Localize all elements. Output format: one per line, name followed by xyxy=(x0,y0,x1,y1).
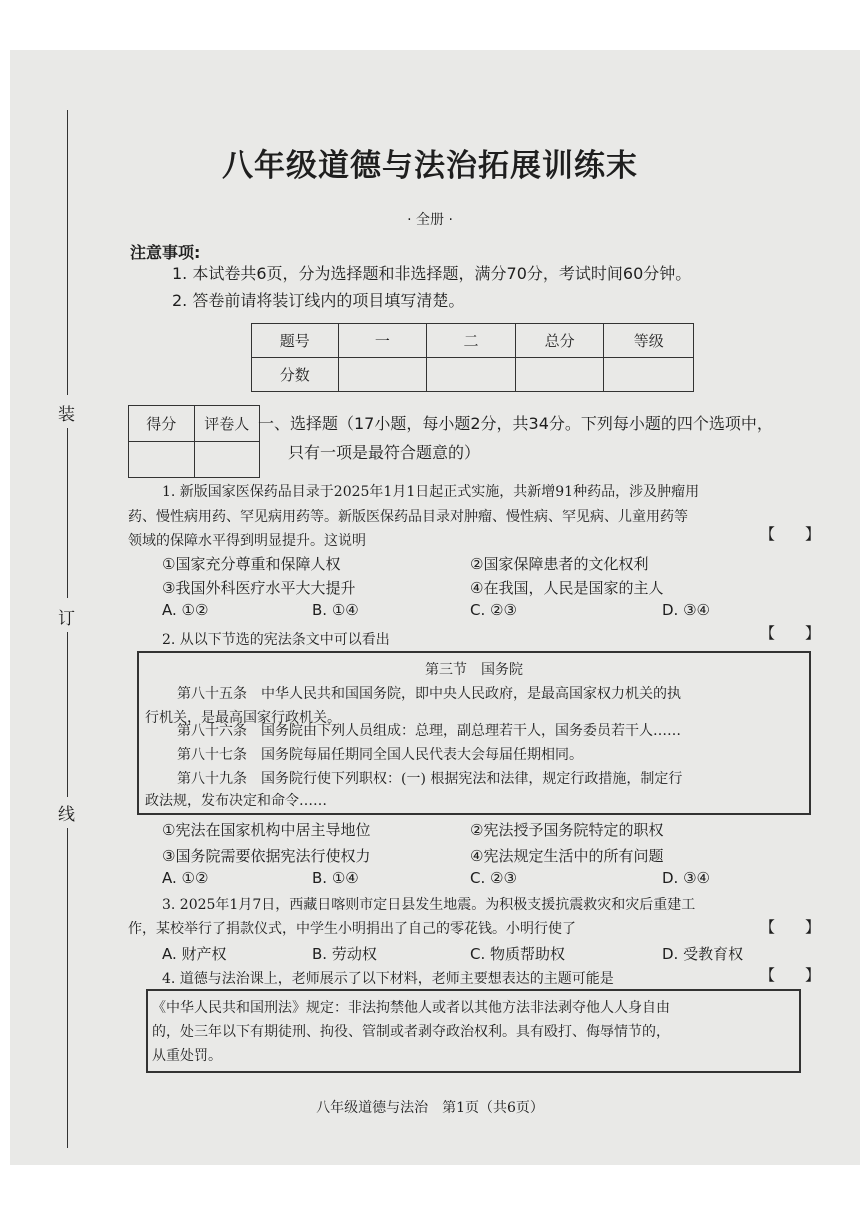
law-excerpt-line: 的，处三年以下有期徒刑、拘役、管制或者剥夺政治权利。具有殴打、侮辱情节的， xyxy=(152,1024,670,1040)
question-1-statement: ③我国外科医疗水平大大提升 xyxy=(162,579,356,597)
question-2-option-b: B. ①④ xyxy=(312,869,359,887)
answer-bracket: 【 】 xyxy=(760,966,821,984)
question-3-stem: 3. 2025年1月7日，西藏日喀则市定日县发生地震。为积极支援抗震救灾和灾后重建工 xyxy=(162,897,696,913)
law-excerpt-line: 《中华人民共和国刑法》规定：非法拘禁他人或者以其他方法非法剥夺他人人身自由 xyxy=(152,1000,670,1016)
question-1-option-d: D. ③④ xyxy=(662,601,710,619)
exam-title: 八年级道德与法治拓展训练末 xyxy=(222,148,638,184)
question-2-option-d: D. ③④ xyxy=(662,869,710,887)
excerpt-heading: 第三节 国务院 xyxy=(425,662,523,678)
question-1-statement: ④在我国，人民是国家的主人 xyxy=(470,579,664,597)
question-3-option-c: C. 物质帮助权 xyxy=(470,945,566,963)
excerpt-line: 第八十五条 中华人民共和国国务院，即中央人民政府，是最高国家权力机关的执 xyxy=(177,686,681,702)
score-cell xyxy=(427,358,516,392)
question-1-option-a: A. ①② xyxy=(162,601,209,619)
question-2-statement: ④宪法规定生活中的所有问题 xyxy=(470,847,664,865)
score-table xyxy=(251,323,694,392)
question-1-stem: 领域的保障水平得到明显提升。这说明 xyxy=(128,533,366,549)
section-heading: 一、选择题（17小题，每小题2分，共34分。下列每小题的四个选项中， xyxy=(258,414,773,433)
note-item: 2. 答卷前请将装订线内的项目填写清楚。 xyxy=(172,291,465,310)
excerpt-line: 政法规，发布决定和命令…… xyxy=(145,793,327,809)
exam-subtitle: · 全册 · xyxy=(407,212,453,228)
score-table-header: 题号 xyxy=(252,324,339,358)
grader-table-label: 得分 xyxy=(129,406,195,442)
law-excerpt-line: 从重处罚。 xyxy=(152,1048,222,1064)
answer-bracket: 【 】 xyxy=(760,624,821,642)
question-1-option-b: B. ①④ xyxy=(312,601,359,619)
score-cell xyxy=(515,358,604,392)
excerpt-line: 行机关，是最高国家行政机关。 xyxy=(145,710,341,726)
answer-bracket: 【 】 xyxy=(760,918,821,936)
grader-table xyxy=(128,405,260,478)
page-footer: 八年级道德与法治 第1页（共6页） xyxy=(316,1100,544,1116)
score-table-header: 总分 xyxy=(515,324,604,358)
binding-line-mid xyxy=(67,428,68,598)
question-2-statement: ③国务院需要依据宪法行使权力 xyxy=(162,847,371,865)
question-2-statement: ①宪法在国家机构中居主导地位 xyxy=(162,821,371,839)
question-2-stem: 2. 从以下节选的宪法条文中可以看出 xyxy=(162,632,390,648)
score-table-header: 二 xyxy=(427,324,516,358)
grader-cell xyxy=(129,442,195,478)
grader-table-label: 评卷人 xyxy=(194,406,260,442)
score-table-header: 一 xyxy=(338,324,427,358)
question-2-option-a: A. ①② xyxy=(162,869,209,887)
question-1-option-c: C. ②③ xyxy=(470,601,517,619)
question-2-option-c: C. ②③ xyxy=(470,869,517,887)
score-table-header: 等级 xyxy=(604,324,694,358)
question-3-option-a: A. 财产权 xyxy=(162,945,227,963)
question-1-stem: 1. 新版国家医保药品目录于2025年1月1日起正式实施，共新增91种药品，涉及肿瘤用 xyxy=(162,484,700,500)
grader-cell xyxy=(194,442,260,478)
binding-char-zhuang: 装 xyxy=(58,405,75,425)
question-3-stem: 作，某校举行了捐款仪式，中学生小明捐出了自己的零花钱。小明行使了 xyxy=(128,921,576,937)
answer-bracket: 【 】 xyxy=(760,525,821,543)
excerpt-line: 第八十七条 国务院每届任期同全国人民代表大会每届任期相同。 xyxy=(177,747,583,763)
score-cell xyxy=(604,358,694,392)
question-3-option-b: B. 劳动权 xyxy=(312,945,377,963)
question-1-stem: 药、慢性病用药、罕见病用药等。新版医保药品目录对肿瘤、慢性病、罕见病、儿童用药等 xyxy=(128,509,688,525)
question-3-option-d: D. 受教育权 xyxy=(662,945,744,963)
note-item: 1. 本试卷共6页，分为选择题和非选择题，满分70分，考试时间60分钟。 xyxy=(172,264,692,283)
question-1-statement: ②国家保障患者的文化权利 xyxy=(470,555,649,573)
question-1-statement: ①国家充分尊重和保障人权 xyxy=(162,555,341,573)
question-4-stem: 4. 道德与法治课上，老师展示了以下材料，老师主要想表达的主题可能是 xyxy=(162,971,614,987)
section-heading: 只有一项是最符合题意的） xyxy=(288,443,481,462)
question-2-statement: ②宪法授予国务院特定的职权 xyxy=(470,821,664,839)
binding-line-lower xyxy=(67,632,68,797)
excerpt-line: 第八十九条 国务院行使下列职权：(一) 根据宪法和法律，规定行政措施，制定行 xyxy=(177,771,683,787)
score-cell xyxy=(338,358,427,392)
score-table-row-label: 分数 xyxy=(252,358,339,392)
binding-char-ding: 订 xyxy=(58,609,75,629)
binding-char-xian: 线 xyxy=(58,805,75,825)
excerpt-line: 第八十六条 国务院由下列人员组成：总理，副总理若干人，国务委员若干人…… xyxy=(177,723,681,739)
notes-heading: 注意事项: xyxy=(130,243,201,262)
